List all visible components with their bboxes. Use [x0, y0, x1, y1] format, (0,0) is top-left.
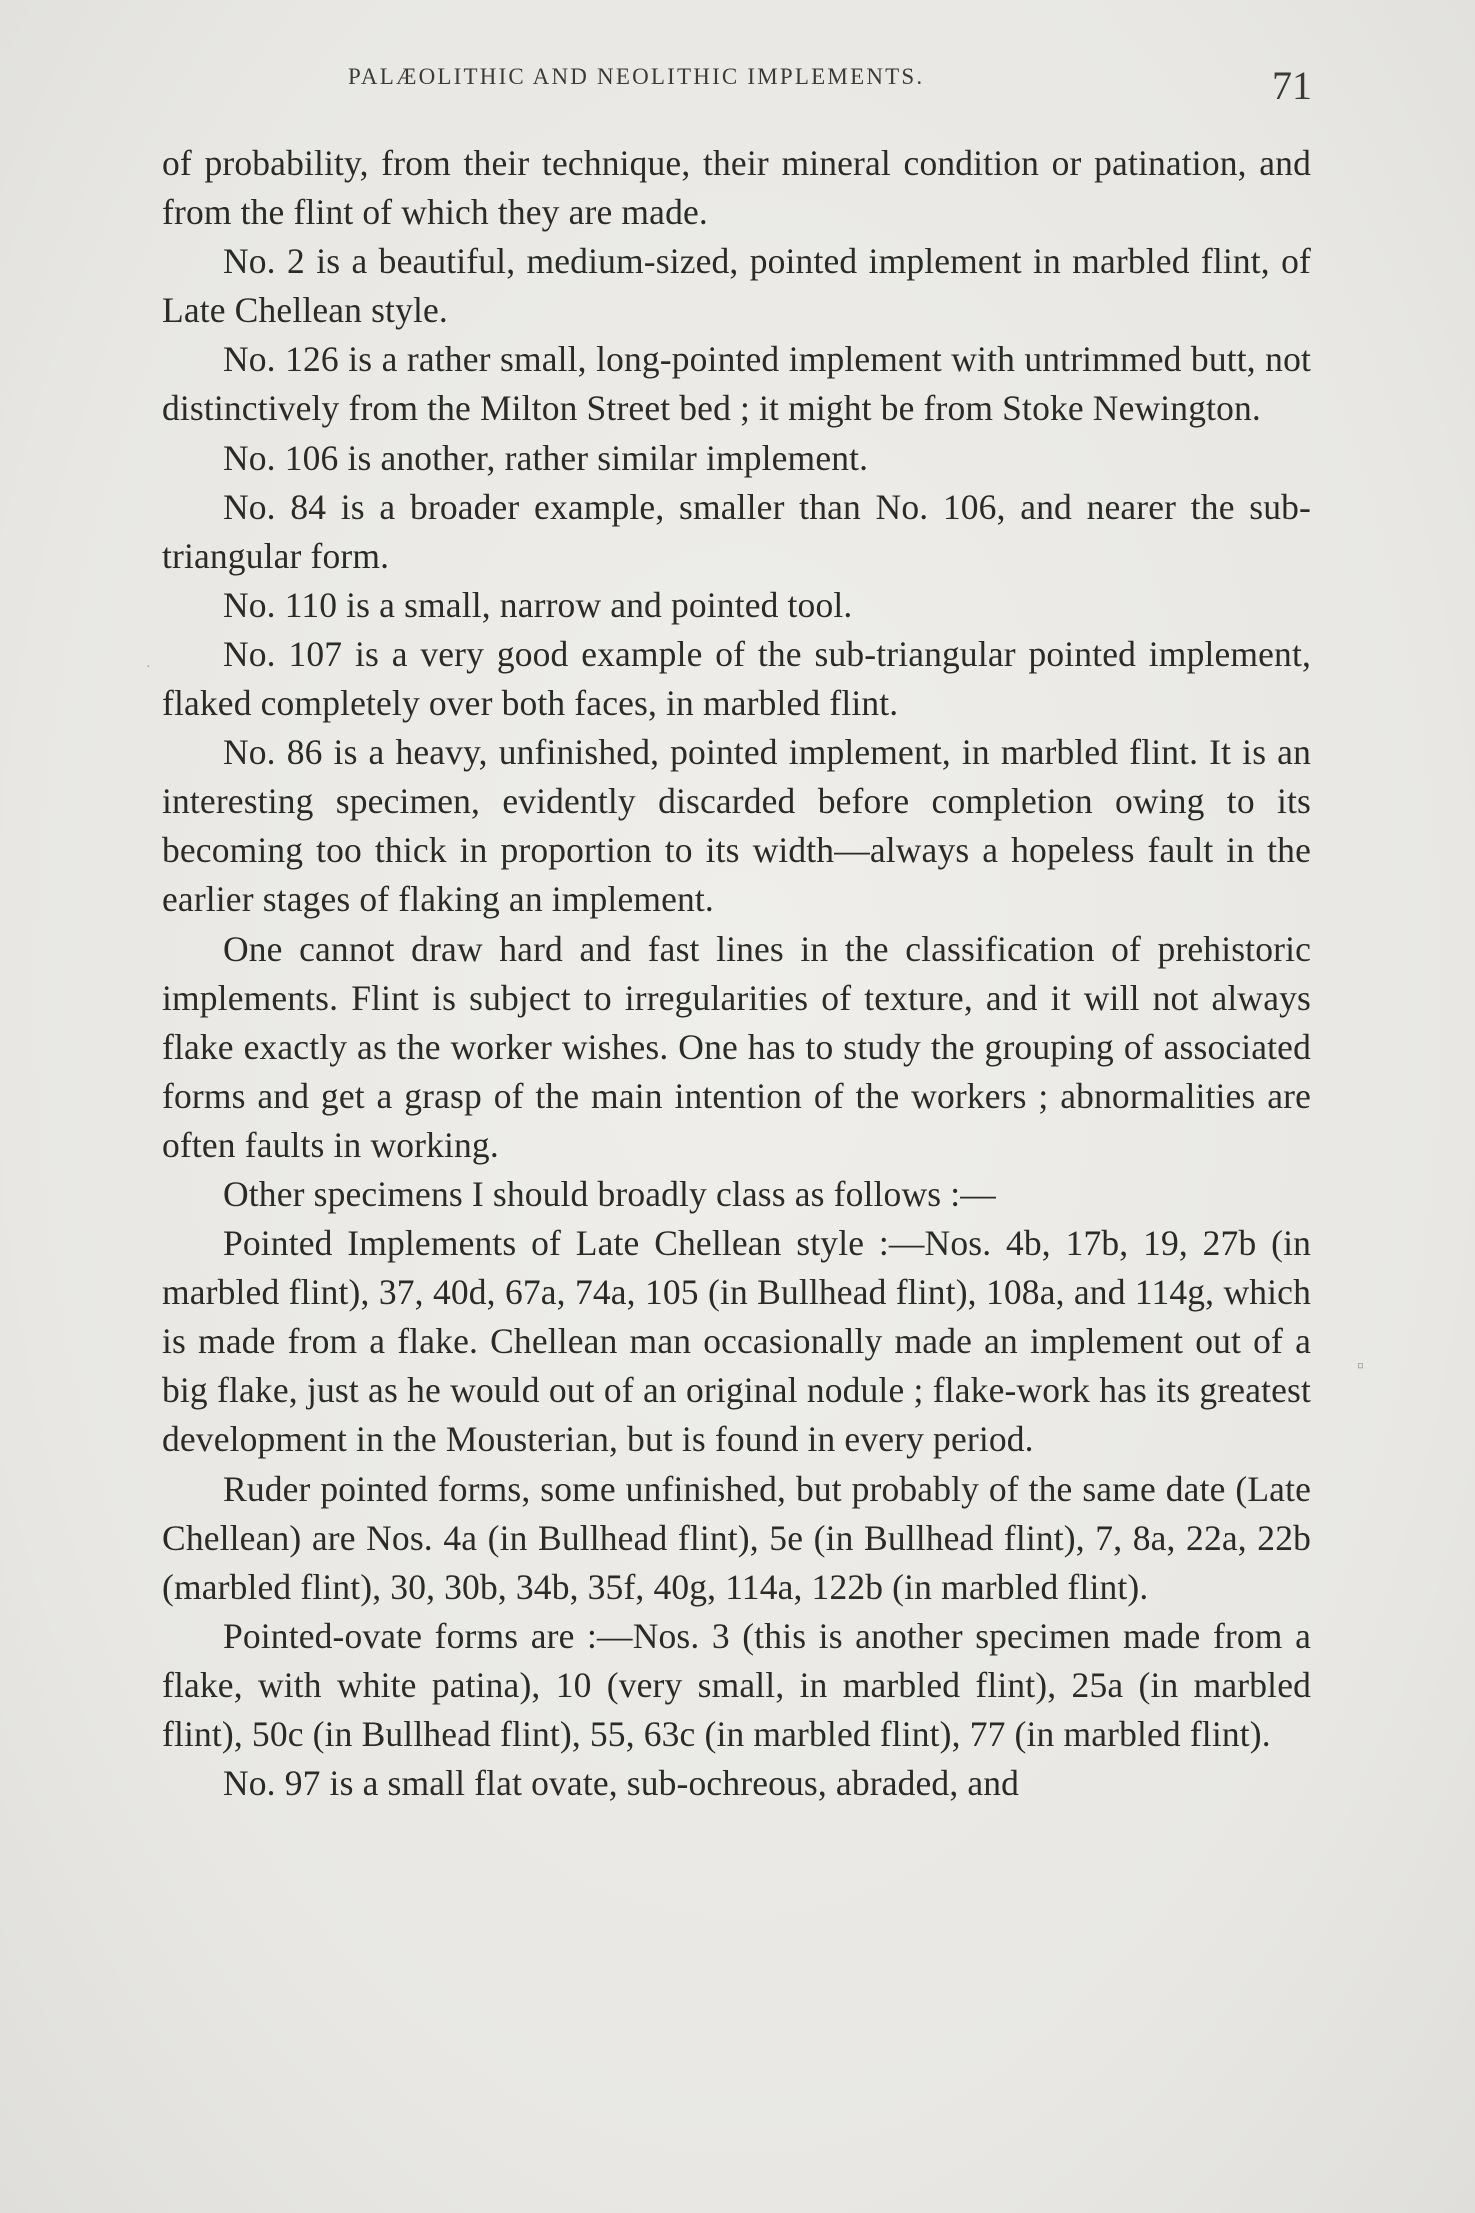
paragraph: Ruder pointed forms, some unfinished, but probably of the same date (Late Chellean) are Nos. 4a (in Bullhead flint), 5e (in Bullhead flint), 7, 8a, 22a, 22b (marbled flint), 30, 30b, 34b, 35f, 40g, 114a, 122b (in marbled flint). — [162, 1468, 1311, 1607]
paragraph: No. 97 is a small flat ovate, sub-ochreous, abraded, and — [223, 1763, 1020, 1804]
paragraph: No. 126 is a rather small, long-pointed implement with untrimmed butt, not distinctively from the Milton Street bed ; it might be from Stoke Newington. — [162, 339, 1311, 429]
paragraph: Pointed Implements of Late Chellean style :—Nos. 4b, 17b, 19, 27b (in marbled flint), 37, 40d, 67a, 74a, 105 (in Bullhead flint), 108a, and 114g, which is made from a flake. Chellean man occasionally made an implement out of a big flake, just as he would out of an original nodule ; flake-work has its greatest development in the Mousterian, but is found in every period. — [162, 1223, 1311, 1460]
paper-blemish: ▫ — [1357, 1355, 1365, 1377]
paragraph: of probability, from their technique, their mineral condition or patination, and from the flint of which they are made. — [162, 143, 1311, 233]
paragraph: No. 86 is a heavy, unfinished, pointed implement, in marbled flint. It is an interesting specimen, evidently discarded before completion owing to its becoming too thick in proportion to its width—always a hopeless fault in the earlier stages of flaking an implement. — [162, 732, 1311, 920]
body-text — [162, 139, 1311, 1808]
paragraph: Other specimens I should broadly class as follows :— — [223, 1173, 996, 1214]
paragraph: One cannot draw hard and fast lines in the classification of prehistoric implements. Flint is subject to irregularities of texture, and it will not always flake exactly as the worker wishes. One has to study the grouping of associated forms and get a grasp of the main intention of the workers ; abnormalities are often faults in working. — [162, 928, 1311, 1165]
paragraph: No. 84 is a broader example, smaller than No. 106, and nearer the sub-triangular form. — [162, 486, 1311, 576]
running-head: PALÆOLITHIC AND NEOLITHIC IMPLEMENTS. — [348, 64, 925, 89]
paragraph: Pointed-ovate forms are :—Nos. 3 (this is another specimen made from a flake, with white patina), 10 (very small, in marbled flint), 25a (in marbled flint), 50c (in Bullhead flint), 55, 63c (in marbled flint), 77 (in marbled flint). — [162, 1615, 1311, 1754]
paragraph: No. 2 is a beautiful, medium-sized, pointed implement in marbled flint, of Late Chellean style. — [162, 241, 1311, 331]
paragraph: No. 106 is another, rather similar implement. — [223, 437, 869, 478]
paper-blemish: · — [146, 660, 151, 675]
paragraph: No. 110 is a small, narrow and pointed tool. — [223, 584, 853, 625]
paragraph: No. 107 is a very good example of the sub-triangular pointed implement, flaked completely over both faces, in marbled flint. — [162, 633, 1311, 724]
page-number: 71 — [1272, 63, 1312, 108]
